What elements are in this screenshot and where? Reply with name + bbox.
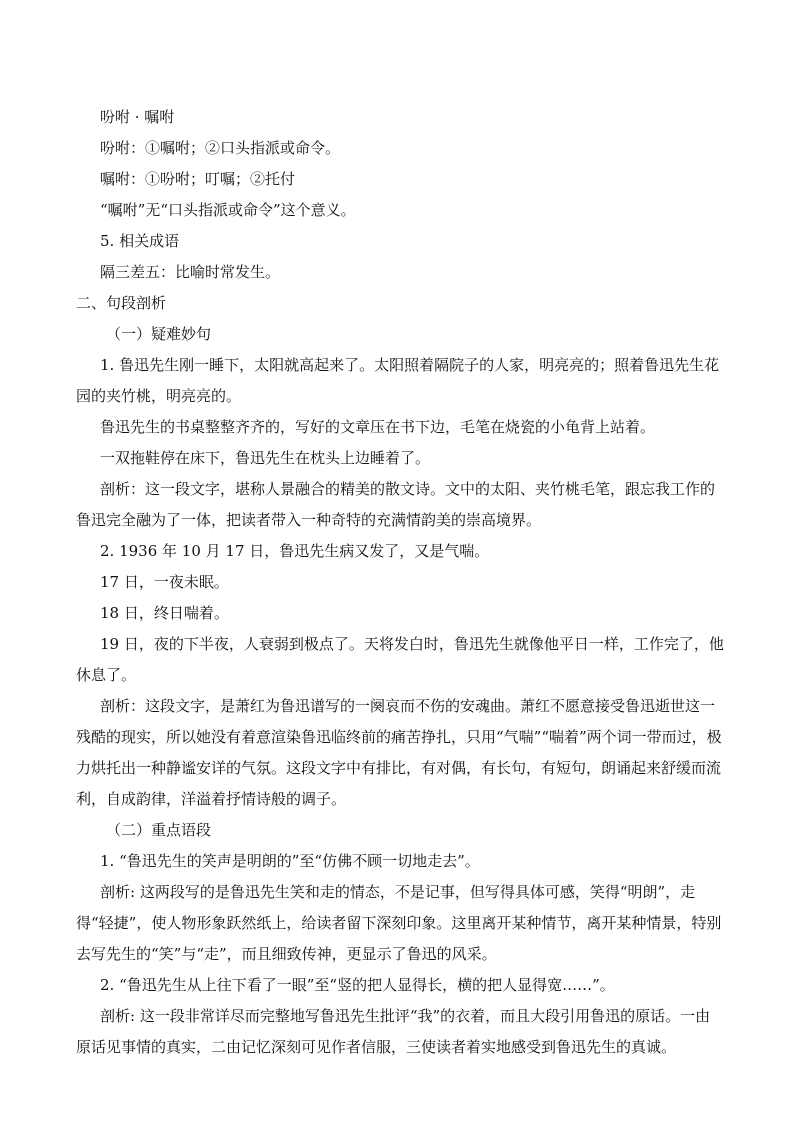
line-day-17: 17 日，一夜未眠。 <box>100 573 229 591</box>
document-body <box>76 102 724 1063</box>
subheading-key-passages: （二）重点语段 <box>106 821 212 839</box>
paragraph-analysis-4: 剖析: 这一段非常详尽而完整地写鲁迅先生批评“我”的衣着，而且大段引用鲁迅的原话。一由原话见事情的真实，二由记忆深刻可见作者信服，三使读者着实地感受到鲁迅先生的真诚。 <box>76 1007 711 1056</box>
line-zhufu-definition: 嘱咐：①吩咐；叮嘱；②托付 <box>100 170 296 188</box>
paragraph-day-19: 19 日，夜的下半夜，人衰弱到极点了。天将发白时，鲁迅先生就像他平日一样，工作完了，他休息了。 <box>76 635 724 684</box>
subheading-difficult-sentences: （一）疑难妙句 <box>106 325 212 343</box>
paragraph-analysis-2: 剖析：这段文字，是萧红为鲁迅谱写的一阕哀而不伤的安魂曲。萧红不愿意接受鲁迅逝世这一残酷的现实，所以她没有着意渲染鲁迅临终前的痛苦挣扎，只用“气喘”“喘着”两个词一带而过，极力烘托出一种静谧安详的气氛。这段文字中有排比，有对偶，有长句，有短句，朗诵起来舒缓而流利，自成韵律，洋溢着抒情诗般的调子。 <box>76 697 722 808</box>
heading-related-idioms: 5. 相关成语 <box>100 232 180 250</box>
paragraph-slippers: 一双拖鞋停在床下，鲁迅先生在枕头上边睡着了。 <box>100 449 431 467</box>
line-synonym-title: 吩咐 · 嘱咐 <box>100 108 175 126</box>
paragraph-analysis-3: 剖析: 这两段写的是鲁迅先生笑和走的情态，不是记事，但写得具体可感，笑得“明朗”，走得“轻捷”，使人物形象跃然纸上，给读者留下深刻印象。这里离开某种情节，离开某种情景，特别去写先生的“笑”与“走”，而且细致传神，更显示了鲁迅的风采。 <box>76 883 722 963</box>
line-idiom-geshanchawu: 隔三差五：比喻时常发生。 <box>100 263 281 281</box>
line-synonym-note: “嘱咐”无“口头指派或命令”这个意义。 <box>100 201 356 219</box>
line-day-18: 18 日，终日喘着。 <box>100 604 229 622</box>
paragraph-key-passage-1: 1. “鲁迅先生的笑声是明朗的”至“仿佛不顾一切地走去”。 <box>100 852 480 870</box>
paragraph-excerpt-1: 1. 鲁迅先生刚一睡下，太阳就高起来了。太阳照着隔院子的人家，明亮亮的；照着鲁迅先生花园的夹竹桃，明亮亮的。 <box>76 356 720 405</box>
line-fenfu-definition: 吩咐：①嘱咐；②口头指派或命令。 <box>100 139 341 157</box>
paragraph-analysis-1: 剖析：这一段文字，堪称人景融合的精美的散文诗。文中的太阳、夹竹桃毛笔，跟忘我工作的鲁迅完全融为了一体，把读者带入一种奇特的充满情韵美的崇高境界。 <box>76 480 716 529</box>
paragraph-excerpt-2: 2. 1936 年 10 月 17 日，鲁迅先生病又发了，又是气喘。 <box>100 542 490 560</box>
section-heading-analysis: 二、句段剖析 <box>76 294 167 312</box>
paragraph-desk: 鲁迅先生的书桌整整齐齐的，写好的文章压在书下边，毛笔在烧瓷的小龟背上站着。 <box>100 418 656 436</box>
paragraph-key-passage-2: 2. “鲁迅先生从上往下看了一眼”至“竖的把人显得长，横的把人显得宽……”。 <box>100 976 615 994</box>
